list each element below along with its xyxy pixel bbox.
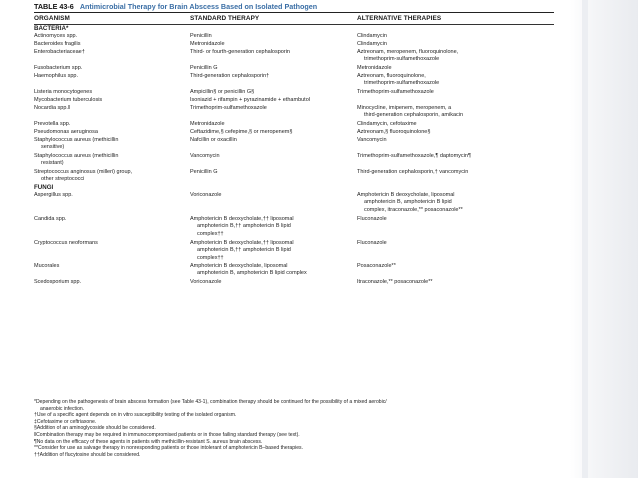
footnote: ††Addition of flucytosine should be considered. <box>34 451 141 458</box>
table-cell-c2: Amphotericin B deoxycholate, liposomal <box>190 263 288 269</box>
table-cell-c2: Penicillin <box>190 33 212 39</box>
table-cell-c1: Staphylococcus aureus (methicillin <box>34 153 119 159</box>
table-cell-c1: other streptococci <box>41 176 85 183</box>
table-cell-c2: complex†† <box>197 230 224 237</box>
table-cell-c1: Actinomyces spp. <box>34 33 78 39</box>
table-cell-c3: third-generation cephalosporin, amikacin <box>364 112 464 119</box>
table-cell-c2: Trimethoprim-sulfamethoxazole <box>190 105 267 111</box>
footnote: ‡Cefotaxime or ceftriaxone. <box>34 418 97 425</box>
table-cell-c1: Nocardia spp.‖ <box>34 105 71 111</box>
table-cell-c2: Penicillin G <box>190 65 218 71</box>
table-cell-c1: Aspergillus spp. <box>34 192 73 198</box>
table-cell-c3: complex, itraconazole,** posaconazole** <box>364 206 463 213</box>
table-cell-c1: sensitive) <box>41 144 65 151</box>
table-cell-c3: Aztreonam, fluoroquinolone, <box>357 73 426 79</box>
table-cell-c3: Clindamycin, cefotaxime <box>357 121 417 127</box>
footnote: **Consider for use as salvage therapy in nonresponding patients or those intolerant of amphotericin B–based therapies. <box>34 445 304 452</box>
table-cell-c1: Candida spp. <box>34 216 67 222</box>
header-alternative-therapies: ALTERNATIVE THERAPIES <box>357 15 442 22</box>
table-cell-c2: Ceftazidime,§ cefepime,§ or meropenem§ <box>190 129 293 135</box>
table-number: TABLE 43-6 <box>34 2 74 11</box>
table-cell-c1: Enterobacteriaceae† <box>34 49 85 55</box>
table-cell-c3: Clindamycin <box>357 33 387 39</box>
table-cell-c2: amphotericin B, amphotericin B lipid complex <box>197 270 307 277</box>
footnote: §Addition of an aminoglycoside should be considered. <box>34 425 156 432</box>
table-cell-c3: trimethoprim-sulfamethoxazole <box>364 56 440 63</box>
header-organism: ORGANISM <box>34 15 70 22</box>
table-cell-c1: Mycobacterium tuberculosis <box>34 97 103 103</box>
table-cell-c3: Posaconazole** <box>357 263 396 269</box>
table-cell-c3: Trimethoprim-sulfamethoxazole,¶ daptomycin¶ <box>357 153 471 159</box>
table-cell-c3: Minocycline, imipenem, meropenem, a <box>357 105 452 111</box>
footnote: †Use of a specific agent depends on in vitro susceptibility testing of the isolated organism. <box>34 412 237 419</box>
right-decoration-bar <box>582 0 588 478</box>
table-cell-c1: Streptococcus anginosus (milleri) group, <box>34 169 133 175</box>
table-cell-c3: Clindamycin <box>357 41 387 47</box>
table-cell-c1: Pseudomonas aeruginosa <box>34 129 98 135</box>
table-cell-c3: Amphotericin B deoxycholate, liposomal <box>357 192 455 198</box>
table-cell-c2: Isoniazid + rifampin + pyrazinamide + ethambutol <box>190 97 310 103</box>
table-cell-c2: amphotericin B,†† amphotericin B lipid <box>197 223 291 230</box>
table-cell-c3: Fluconazole <box>357 240 387 246</box>
table-cell-c2: Penicillin G <box>190 169 218 175</box>
table-cell-c1: resistant) <box>41 160 64 167</box>
table-cell-c2: Voriconazole <box>190 279 222 285</box>
table-footnotes <box>34 399 554 458</box>
table-cell-c2: amphotericin B,†† amphotericin B lipid <box>197 247 291 254</box>
footnote: *Depending on the pathogenesis of brain abscess formation (see Table 43-1), combination therapy should be continued for the possibility of a mixed aerobic/ <box>34 399 387 405</box>
table-cell-c2: Metronidazole <box>190 41 225 47</box>
section-heading: FUNGI <box>34 184 54 191</box>
table-cell-c2: Third-generation cephalosporin† <box>190 73 270 79</box>
table-cell-c2: Third- or fourth-generation cephalosporin <box>190 49 290 55</box>
table-cell-c1: Listeria monocytogenes <box>34 89 93 95</box>
right-decoration <box>570 0 638 478</box>
table-cell-c3: Metronidazole <box>357 65 392 71</box>
table-cell-c3: Aztreonam,§ fluoroquinolone§ <box>357 129 431 135</box>
footnote: ‖Combination therapy may be required in immunocompromised patients or in those failing standard therapy (see text). <box>34 431 300 438</box>
table-title-text: Antimicrobial Therapy for Brain Abscess Based on Isolated Pathogen <box>79 2 318 11</box>
table-cell-c3: Itraconazole,** posaconazole** <box>357 279 433 285</box>
table-cell-c2: Ampicillin§ or penicillin G§ <box>190 89 255 95</box>
table-document <box>28 2 564 375</box>
table-cell-c1: Cryptococcus neoformans <box>34 240 98 246</box>
table-body <box>34 25 554 375</box>
table-cell-c1: Scedosporium spp. <box>34 279 82 285</box>
table-cell-c1: Prevotella spp. <box>34 121 71 127</box>
table-cell-c2: Amphotericin B deoxycholate,†† liposomal <box>190 240 294 246</box>
table-cell-c3: Third-generation cephalosporin,† vancomycin <box>357 169 469 175</box>
table-cell-c3: Aztreonam, meropenem, fluoroquinolone, <box>357 49 459 55</box>
table-cell-c3: amphotericin B, amphotericin B lipid <box>364 199 452 206</box>
table-cell-c2: Voriconazole <box>190 192 222 198</box>
table-cell-c1: Fusobacterium spp. <box>34 65 83 71</box>
table-cell-c3: Fluconazole <box>357 216 387 222</box>
header-standard-therapy: STANDARD THERAPY <box>190 15 260 22</box>
table-cell-c2: Nafcillin or oxacillin <box>190 137 237 143</box>
table-cell-c2: Amphotericin B deoxycholate,†† liposomal <box>190 216 294 222</box>
table-cell-c2: Metronidazole <box>190 121 225 127</box>
table-cell-c1: Bacteroides fragilis <box>34 41 81 47</box>
table-header <box>34 13 554 24</box>
table-cell-c3: Trimethoprim-sulfamethoxazole <box>357 89 434 95</box>
table-cell-c2: complex†† <box>197 254 224 261</box>
footnote: ¶No data on the efficacy of these agents in patients with methicillin-resistant S. aureus brain abscess. <box>34 438 263 445</box>
table-cell-c1: Haemophilus spp. <box>34 73 79 79</box>
table-cell-c2: Vancomycin <box>190 153 220 159</box>
table-title <box>34 2 564 11</box>
table-cell-c3: trimethoprim-sulfamethoxazole <box>364 80 440 87</box>
table-cell-c1: Mucorales <box>34 263 60 269</box>
table-cell-c1: Staphylococcus aureus (methicillin <box>34 137 119 143</box>
footnote: anaerobic infection. <box>40 405 85 412</box>
section-heading: BACTERIA* <box>34 25 69 32</box>
table-cell-c3: Vancomycin <box>357 137 387 143</box>
